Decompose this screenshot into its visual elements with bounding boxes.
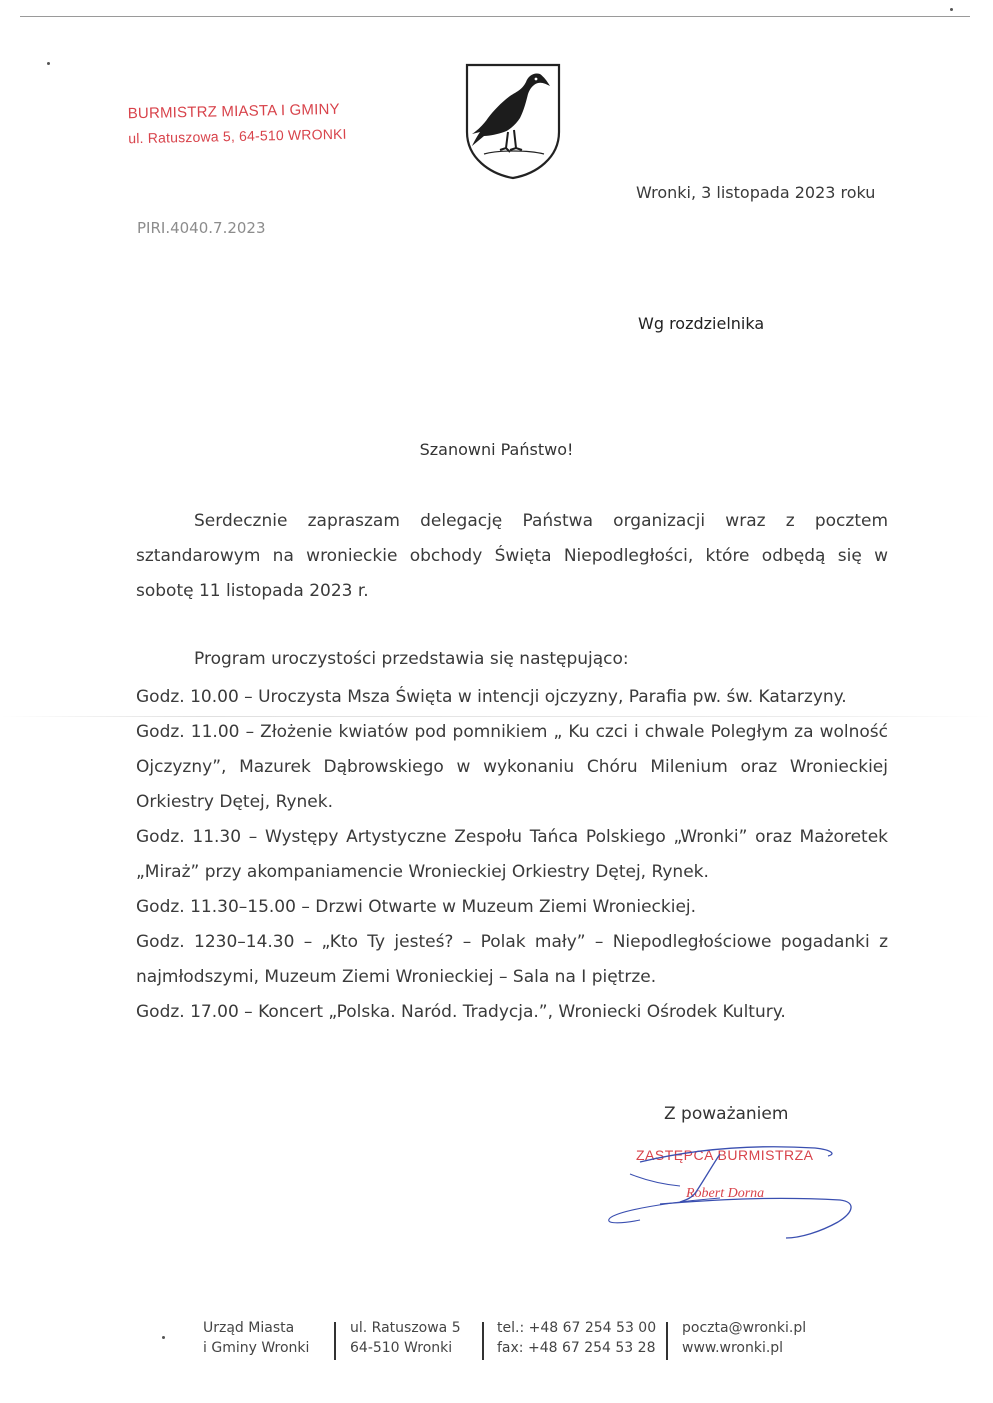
reference-number: PIRI.4040.7.2023 [137,219,266,237]
footer-divider [482,1322,484,1360]
footer-office [203,1318,309,1358]
mayor-address-stamp [128,98,347,151]
handwritten-signature-icon [600,1140,860,1240]
program-item: Godz. 17.00 – Koncert „Polska. Naród. Tradycja.”, Wroniecki Ośrodek Kultury. [136,1002,786,1022]
scan-speck [162,1336,165,1339]
deputy-mayor-stamp: ZASTĘPCA BURMISTRZA [636,1147,814,1163]
greeting: Szanowni Państwo! [419,440,574,459]
closing-phrase: Z poważaniem [664,1104,789,1124]
footer-phone [497,1318,656,1358]
footer-office-line-2: i Gminy Wronki [203,1340,310,1356]
scan-speck [950,8,953,11]
program-item: Godz. 11.00 – Złożenie kwiatów pod pomnikiem „ Ku czci i chwale Poległym za wolność Ojczyzny”, Mazurek Dąbrowskiego w wykonaniu Chóru Milenium oraz Wronieckiej Orkiestry Dętej, Rynek. [136,722,888,812]
top-border-line [20,16,970,17]
program-item: Godz. 11.30 – Występy Artystyczne Zespołu Tańca Polskiego „Wronki” oraz Mażoretek „Miraż” przy akompaniamencie Wronieckiej Orkiestry Dętej, Rynek. [136,827,888,882]
footer-contact [682,1318,806,1358]
footer-address-line-1: ul. Ratuszowa 5 [350,1320,461,1336]
footer-address [350,1318,461,1358]
letter-date: Wronki, 3 listopada 2023 roku [636,183,876,202]
stamp-line-2: ul. Ratuszowa 5, 64-510 WRONKI [128,125,347,147]
recipient: Wg rozdzielnika [638,314,765,333]
footer-website: www.wronki.pl [682,1340,784,1356]
stamp-line-1: BURMISTRZ MIASTA I GMINY [127,100,340,123]
footer-email: poczta@wronki.pl [682,1320,807,1336]
footer-address-line-2: 64-510 Wronki [350,1340,453,1356]
raven-coat-of-arms-icon [464,62,562,180]
program-list [136,680,888,1030]
program-title: Program uroczystości przedstawia się następująco: [194,649,629,669]
signatory-name: Robert Dorna [686,1186,765,1201]
scan-speck [47,62,50,65]
footer-divider [334,1322,336,1360]
program-item: Godz. 11.30–15.00 – Drzwi Otwarte w Muzeum Ziemi Wronieckiej. [136,897,697,917]
program-item: Godz. 1230–14.30 – „Kto Ty jesteś? – Polak mały” – Niepodległościowe pogadanki z najmłodszymi, Muzeum Ziemi Wronieckiej – Sala na I piętrze. [136,932,888,987]
invitation-paragraph: Serdecznie zapraszam delegację Państwa organizacji wraz z pocztem sztandarowym na wronieckie obchody Święta Niepodległości, które odbędą się w sobotę 11 listopada 2023 r. [136,511,888,601]
footer-office-line-1: Urząd Miasta [203,1320,295,1336]
footer-divider [666,1322,668,1360]
program-item: Godz. 10.00 – Uroczysta Msza Święta w intencji ojczyzny, Parafia pw. św. Katarzyny. [136,687,847,707]
footer-phone-line: tel.: +48 67 254 53 00 [497,1320,657,1336]
footer-fax-line: fax: +48 67 254 53 28 [497,1340,656,1356]
